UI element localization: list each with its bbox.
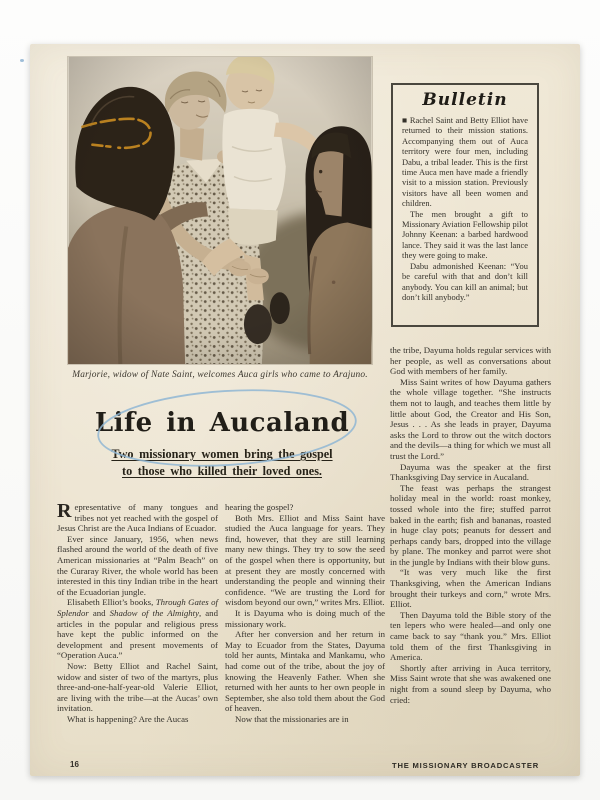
blue-pen-dot xyxy=(20,59,24,62)
paragraph: The feast was perhaps the strangest holiday meal in the world: roast monkey, tossed whole into the fire; stuffed parrot baked in the earth; fish and bananas, roasted in huge clay pots; peanuts for dessert and perhaps candy bars, dropped into the village by plane. The monkey and parrot were shot in the jungle by Indians with their blow guns. xyxy=(390,482,551,567)
article-subtitle xyxy=(57,446,387,480)
column-left xyxy=(57,502,218,724)
bulletin-body xyxy=(402,115,528,302)
paragraph: ■ Rachel Saint and Betty Elliot have returned to their mission stations. Accompanying them out of Auca territory were four men, including Dabu, a tribal leader. This is the first time Auca men have made a friendly visit to a mission station. Previously visitors have all been women and children. xyxy=(402,115,528,209)
bulletin-box xyxy=(391,83,539,327)
paragraph: It is Dayuma who is doing much of the missionary work. xyxy=(225,607,385,629)
magazine-page xyxy=(30,44,580,776)
drop-cap: R xyxy=(57,500,72,522)
paragraph: Dayuma was the speaker at the first Thanksgiving Day service in Aucaland. xyxy=(390,461,551,483)
paragraph: The men brought a gift to Missionary Aviation Fellowship pilot Johnny Keenan: a barbed hardwood lance. They said it was the last lance they were going to make. xyxy=(402,208,528,261)
lead-text: epresentative of many tongues and tribes not yet reached with the gospel of Jesus Christ are the Auca Indians of Ecuador. xyxy=(57,502,218,534)
column-right xyxy=(390,345,551,705)
bulletin-heading: Bulletin xyxy=(422,90,508,110)
lead-paragraph xyxy=(57,502,218,534)
photo-vignette xyxy=(68,57,371,364)
paragraph: Now: Betty Elliot and Rachel Saint, widow and sister of two of the martyrs, plus three-and-one-half-year-old Valerie Elliot, are living with the tribe—at the Aucas’ own invitation. xyxy=(57,660,218,714)
article-title: Life in Aucaland xyxy=(94,408,350,438)
paragraph: the tribe, Dayuma holds regular services with her people, as well as conversations about God with members of her family. xyxy=(390,345,551,377)
article-photo xyxy=(68,57,372,364)
subtitle-line-1: Two missionary women bring the gospel xyxy=(111,447,333,461)
paragraph: Shortly after arriving in Auca territory, Miss Saint wrote that she was awakened one night from a sound sleep by Dayuma, who cried: xyxy=(390,662,551,705)
paragraph: Then Dayuma told the Bible story of the ten lepers who were healed—and only one came back to say “thank you.” Mrs. Elliot told them of the first Thanksgiving in America. xyxy=(390,609,551,663)
page-number: 16 xyxy=(70,760,79,769)
magazine-name: THE MISSIONARY BROADCASTER xyxy=(392,761,539,770)
paragraph: Miss Saint writes of how Dayuma gathers the whole village together. “She instructs them not to laugh, and teaches them little by little about God, the Creator and His Son, Jesus . . . As she leads in prayer, Dayuma asks the Lord to throw out the witch doctors and the devils—a thing for which we must all trust the Lord.” xyxy=(390,376,551,461)
paragraph: Now that the missionaries are in xyxy=(235,713,349,724)
paragraph: After her conversion and her return in May to Ecuador from the States, Dayuma told her aunts, Mintaka and Mankamu, who had come out of the tribe, about the joy of knowing the Heavenly Father. When she returned with her aunts to her own people in September, she also told them about the God of heaven. xyxy=(225,629,385,714)
paragraph: hearing the gospel? xyxy=(225,502,294,512)
photo-caption: Marjorie, widow of Nate Saint, welcomes Auca girls who came to Arajuno. xyxy=(72,370,368,380)
paragraph: What is happening? Are the Aucas xyxy=(67,713,189,724)
column-middle xyxy=(225,502,385,724)
paragraph: Both Mrs. Elliot and Miss Saint have studied the Auca language for years. They find, however, that they are still learning many new things. They try to sow the seed of the gospel when there is opportunity, but at present they are mostly concerned with understanding the people and winning their confidence. “We are trusting the Lord for wisdom beyond our own,” writes Mrs. Elliot. xyxy=(225,512,385,608)
paragraph: Dabu admonished Keenan: “You be careful with that and don’t kill anybody. You can kill an animal; but don’t kill anybody.” xyxy=(402,260,528,302)
subtitle-line-2: to those who killed their loved ones. xyxy=(122,464,322,478)
column-left-paragraphs xyxy=(57,534,218,725)
paragraph: Elisabeth Elliot’s books, Through Gates of Splendor and Shadow of the Almighty, and articles in the popular and religious press have kept the public informed on the development and present movements of “Operation Auca.” xyxy=(57,597,218,661)
paragraph: Ever since January, 1956, when news flashed around the world of the death of five American missionaries at “Palm Beach” on the Curaray River, the whole world has been interested in this tiny Indian tribe in the heart of the Ecuadorian jungle. xyxy=(57,533,218,597)
paragraph: “It was very much like the first Thanksgiving, when the American Indians brought their turkeys and corn,” wrote Mrs. Elliot. xyxy=(390,567,551,610)
